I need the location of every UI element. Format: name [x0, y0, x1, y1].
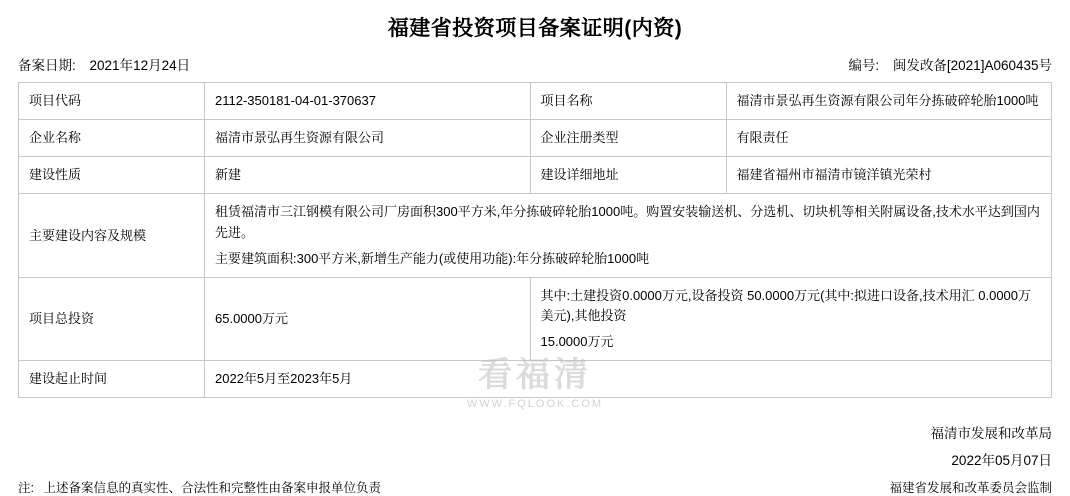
company-name-label: 企业名称 [19, 120, 205, 157]
project-name-label: 项目名称 [530, 83, 726, 120]
company-name-value: 福清市景弘再生资源有限公司 [205, 120, 531, 157]
footnote-text: 上述备案信息的真实性、合法性和完整性由备案申报单位负责 [43, 481, 381, 496]
table-row [19, 194, 1052, 277]
project-code-value: 2112-350181-04-01-370637 [205, 83, 531, 120]
table-row [19, 361, 1052, 398]
project-code-label: 项目代码 [19, 83, 205, 120]
content-label: 主要建设内容及规模 [19, 194, 205, 277]
period-label: 建设起止时间 [19, 361, 205, 398]
investment-detail-line-1: 其中:土建投资0.0000万元,设备投资 50.0000万元(其中:拟进口设备,技术用汇 0.0000万美元),其他投资 [540, 287, 1032, 323]
record-table [18, 82, 1052, 398]
table-row [19, 277, 1052, 360]
bottom-row [18, 478, 1052, 496]
address-value: 福建省福州市福清市镜洋镇光荣村 [726, 157, 1052, 194]
issue-date: 2022年05月07日 [951, 453, 1052, 469]
build-nature-value: 新建 [205, 157, 531, 194]
content-line-1: 租赁福清市三江钢模有限公司厂房面积300平方米,年分拣破碎轮胎1000吨。购置安装输送机、分选机、切块机等相关附属设备,技术水平达到国内先进。 [215, 204, 1040, 240]
project-name-value: 福清市景弘再生资源有限公司年分拣破碎轮胎1000吨 [726, 83, 1052, 120]
table-row [19, 120, 1052, 157]
footer-block [18, 398, 1052, 476]
document-page [0, 12, 1070, 496]
meta-row [18, 54, 1052, 74]
issuer-name: 福清市发展和改革局 [930, 426, 1052, 442]
build-nature-label: 建设性质 [19, 157, 205, 194]
watermark-main-text: 看福清 [478, 356, 592, 394]
table-row [19, 83, 1052, 120]
company-type-value: 有限责任 [726, 120, 1052, 157]
total-investment-value: 65.0000万元 [205, 277, 531, 360]
issuer-block [18, 398, 1052, 474]
page-title: 福建省投资项目备案证明(内资) [387, 17, 683, 40]
footnote-label: 注: [18, 481, 34, 496]
record-number-label: 编号: [848, 58, 880, 73]
table-row [19, 157, 1052, 194]
investment-detail-line-2: 15.0000万元 [540, 334, 614, 350]
record-date [18, 54, 190, 74]
period-value: 2022年5月至2023年5月 [205, 361, 1052, 398]
investment-detail-value [530, 277, 1052, 360]
company-type-label: 企业注册类型 [530, 120, 726, 157]
record-date-label: 备案日期: [18, 58, 76, 73]
address-label: 建设详细地址 [530, 157, 726, 194]
footnote [18, 478, 381, 496]
supervisor-text: 福建省发展和改革委员会监制 [889, 481, 1052, 496]
record-number [848, 54, 1052, 74]
total-investment-label: 项目总投资 [19, 277, 205, 360]
watermark-sub-text: WWW.FQLOOK.COM [466, 398, 604, 410]
record-number-value: 闽发改备[2021]A060435号 [892, 58, 1052, 73]
content-line-2: 主要建筑面积:300平方米,新增生产能力(或使用功能):年分拣破碎轮胎1000吨 [215, 250, 650, 266]
record-date-value: 2021年12月24日 [89, 58, 191, 73]
content-value [205, 194, 1052, 277]
